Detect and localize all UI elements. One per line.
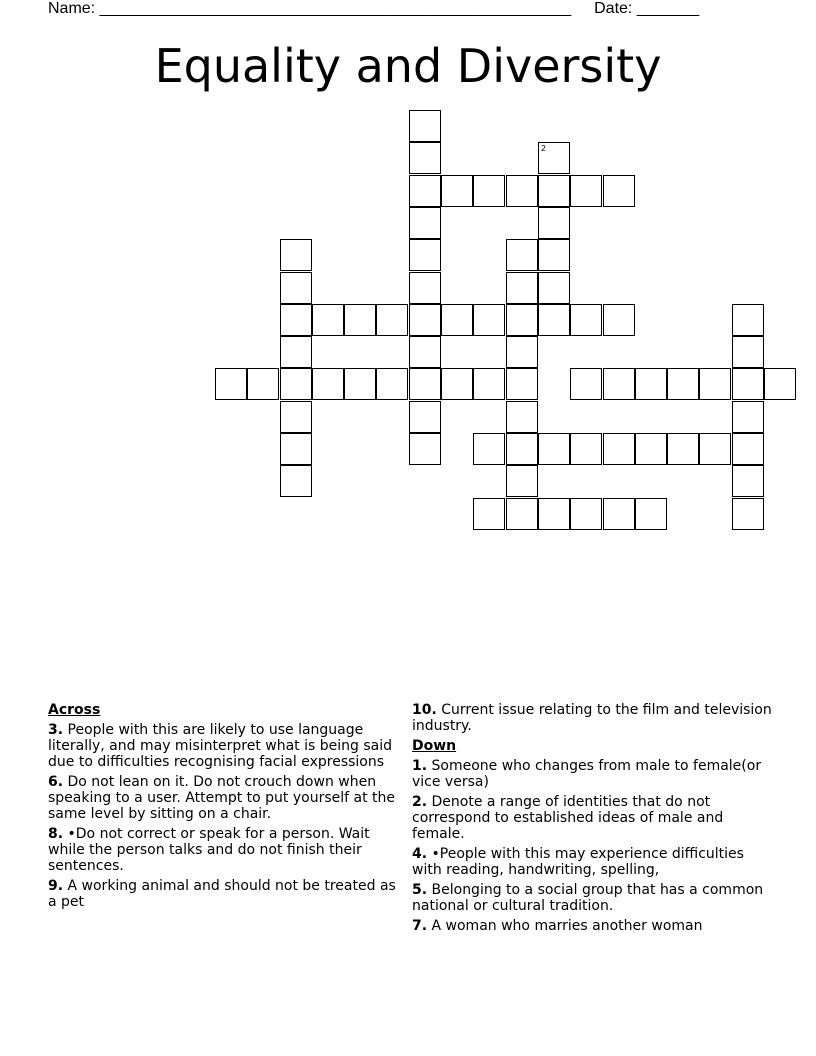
down-clue-2: 2. Denote a range of identities that do not correspond to established ideas of male and female. bbox=[412, 794, 724, 842]
grid-cell[interactable] bbox=[506, 336, 538, 368]
grid-cell[interactable] bbox=[409, 239, 441, 271]
down-heading: Down bbox=[412, 738, 457, 754]
grid-cell[interactable] bbox=[344, 304, 376, 336]
grid-cell[interactable] bbox=[538, 175, 570, 207]
grid-cell[interactable] bbox=[441, 175, 473, 207]
across-clue-3: 3. People with this are likely to use language literally, and may misinterpret what is being said due to difficulties recognising facial expressions bbox=[48, 722, 392, 770]
grid-cell[interactable] bbox=[538, 142, 570, 174]
grid-cell[interactable] bbox=[699, 368, 731, 400]
page-title: Equality and Diversity bbox=[154, 39, 662, 93]
grid-cell[interactable] bbox=[280, 401, 312, 433]
across-clue-8: 8. •Do not correct or speak for a person. Wait while the person talks and do not finish their sentences. bbox=[48, 826, 370, 874]
date-blank[interactable]: _______ bbox=[636, 0, 700, 17]
grid-cell[interactable] bbox=[506, 272, 538, 304]
grid-cell[interactable] bbox=[409, 207, 441, 239]
grid-cell[interactable] bbox=[635, 433, 667, 465]
grid-cell[interactable] bbox=[506, 368, 538, 400]
grid-cell[interactable] bbox=[506, 175, 538, 207]
grid-cell[interactable] bbox=[473, 304, 505, 336]
clues-right-column bbox=[412, 702, 772, 938]
grid-cell[interactable] bbox=[570, 175, 602, 207]
grid-cell[interactable] bbox=[506, 401, 538, 433]
across-clue-9: 9. A working animal and should not be treated as a pet bbox=[48, 878, 396, 910]
across-clue-6: 6. Do not lean on it. Do not crouch down when speaking to a user. Attempt to put yourself at the same level by sitting on a chair. bbox=[48, 774, 396, 822]
grid-cell[interactable] bbox=[603, 304, 635, 336]
grid-cell[interactable] bbox=[538, 433, 570, 465]
grid-cell[interactable] bbox=[376, 368, 408, 400]
grid-cell[interactable] bbox=[344, 368, 376, 400]
clues-left-column bbox=[48, 702, 408, 914]
grid-cell[interactable] bbox=[538, 207, 570, 239]
grid-cell[interactable] bbox=[732, 433, 764, 465]
grid-cell[interactable] bbox=[570, 433, 602, 465]
grid-cell[interactable] bbox=[570, 498, 602, 530]
grid-cell[interactable] bbox=[506, 433, 538, 465]
grid-cell[interactable] bbox=[764, 368, 796, 400]
grid-cell[interactable] bbox=[247, 368, 279, 400]
date-label: Date: bbox=[594, 0, 633, 17]
grid-cell[interactable] bbox=[667, 368, 699, 400]
grid-cell[interactable] bbox=[280, 272, 312, 304]
grid-cell[interactable] bbox=[312, 368, 344, 400]
grid-cell[interactable] bbox=[280, 304, 312, 336]
across-clue-10: 10. Current issue relating to the film and television industry. bbox=[412, 702, 772, 734]
grid-cell[interactable] bbox=[603, 498, 635, 530]
grid-cell[interactable] bbox=[409, 142, 441, 174]
grid-cell[interactable] bbox=[570, 304, 602, 336]
grid-cell[interactable] bbox=[635, 498, 667, 530]
across-heading: Across bbox=[48, 702, 101, 718]
grid-cell[interactable] bbox=[376, 304, 408, 336]
down-clue-1: 1. Someone who changes from male to female(or vice versa) bbox=[412, 758, 762, 790]
grid-cell[interactable] bbox=[473, 433, 505, 465]
grid-cell[interactable] bbox=[699, 433, 731, 465]
grid-cell[interactable] bbox=[732, 498, 764, 530]
grid-cell[interactable] bbox=[280, 465, 312, 497]
grid-cell[interactable] bbox=[603, 175, 635, 207]
grid-cell[interactable] bbox=[506, 465, 538, 497]
grid-cell[interactable] bbox=[409, 304, 441, 336]
grid-cell[interactable] bbox=[538, 304, 570, 336]
grid-cell[interactable] bbox=[473, 498, 505, 530]
name-blank[interactable]: _____________________________________________________ bbox=[99, 0, 572, 17]
grid-cell[interactable] bbox=[473, 368, 505, 400]
clue-number: 2 bbox=[540, 144, 546, 154]
grid-cell[interactable] bbox=[732, 368, 764, 400]
grid-cell[interactable] bbox=[409, 433, 441, 465]
grid-cell[interactable] bbox=[732, 304, 764, 336]
grid-cell[interactable] bbox=[635, 368, 667, 400]
grid-cell[interactable] bbox=[312, 304, 344, 336]
grid-cell[interactable] bbox=[506, 498, 538, 530]
down-clue-7: 7. A woman who marries another woman bbox=[412, 918, 703, 934]
grid-cell[interactable] bbox=[538, 498, 570, 530]
grid-cell[interactable] bbox=[506, 304, 538, 336]
grid-cell[interactable] bbox=[667, 433, 699, 465]
grid-cell[interactable] bbox=[409, 401, 441, 433]
name-label: Name: bbox=[48, 0, 96, 17]
grid-cell[interactable] bbox=[506, 239, 538, 271]
grid-cell[interactable] bbox=[409, 175, 441, 207]
grid-cell[interactable] bbox=[603, 368, 635, 400]
grid-cell[interactable] bbox=[441, 368, 473, 400]
grid-cell[interactable] bbox=[280, 336, 312, 368]
down-clue-5: 5. Belonging to a social group that has a common national or cultural tradition. bbox=[412, 882, 764, 914]
grid-cell[interactable] bbox=[280, 368, 312, 400]
grid-cell[interactable] bbox=[473, 175, 505, 207]
grid-cell[interactable] bbox=[280, 433, 312, 465]
grid-cell[interactable] bbox=[441, 304, 473, 336]
grid-cell[interactable] bbox=[603, 433, 635, 465]
grid-cell[interactable] bbox=[409, 368, 441, 400]
grid-cell[interactable] bbox=[538, 272, 570, 304]
grid-cell[interactable] bbox=[409, 110, 441, 142]
grid-cell[interactable] bbox=[538, 239, 570, 271]
grid-cell[interactable] bbox=[732, 401, 764, 433]
down-clue-4: 4. •People with this may experience difficulties with reading, handwriting, spelling, bbox=[412, 846, 744, 878]
grid-cell[interactable] bbox=[732, 336, 764, 368]
grid-cell[interactable] bbox=[409, 336, 441, 368]
grid-cell[interactable] bbox=[280, 239, 312, 271]
grid-cell[interactable] bbox=[215, 368, 247, 400]
grid-cell[interactable] bbox=[409, 272, 441, 304]
grid-cell[interactable] bbox=[732, 465, 764, 497]
grid-cell[interactable] bbox=[570, 368, 602, 400]
